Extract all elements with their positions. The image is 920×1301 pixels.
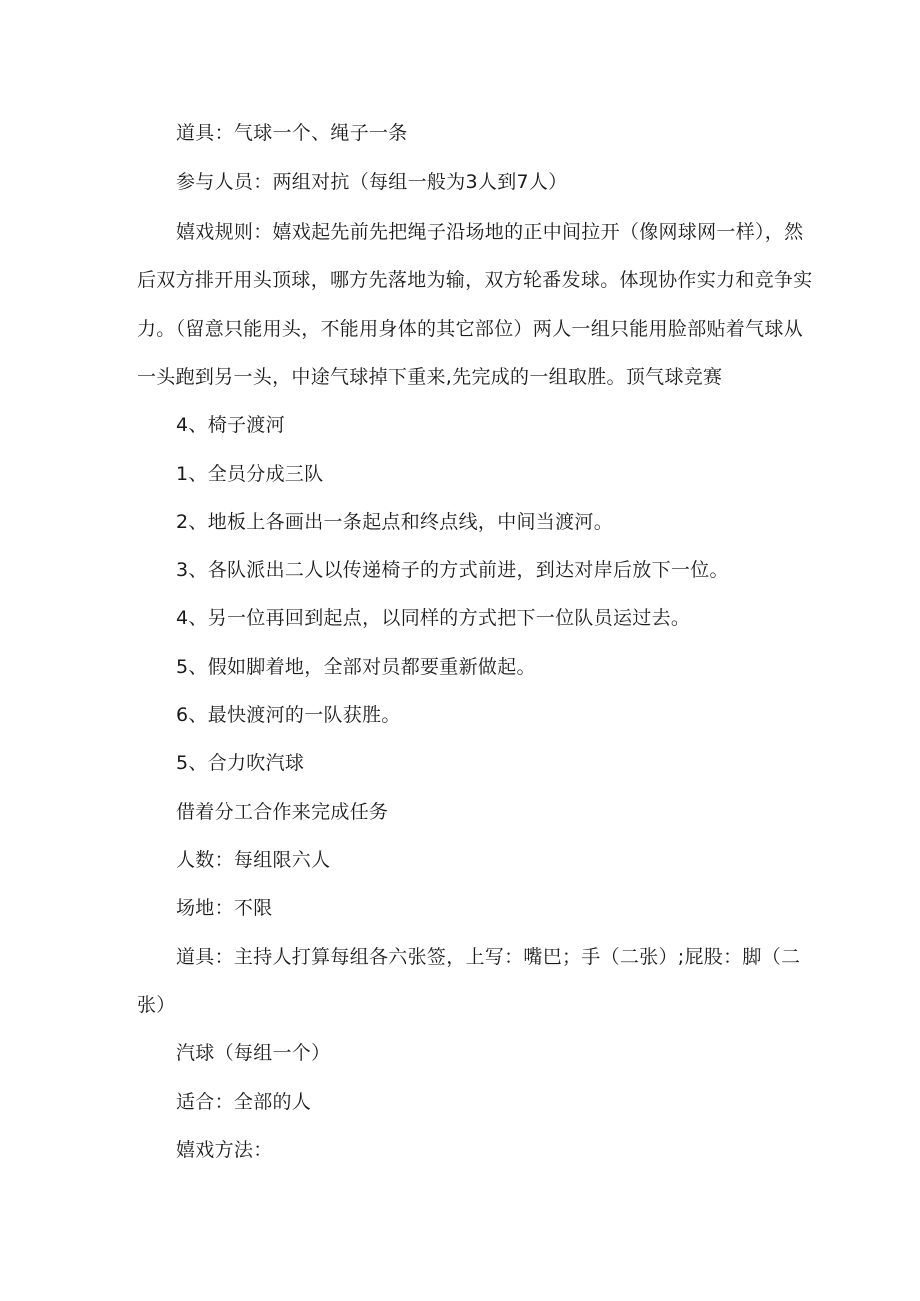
rules-line-3: 力。（留意只能用头，不能用身体的其它部位）两人一组只能用脸部贴着气球从 [137,318,804,340]
step-5: 5、假如脚着地，全部对员都要重新做起。 [176,656,536,678]
step-3: 3、各队派出二人以传递椅子的方式前进，到达对岸后放下一位。 [176,559,729,581]
step-1: 1、全员分成三队 [176,463,324,485]
rules-line-4: 一头跑到另一头，中途气球掉下重来,先完成的一组取胜。顶气球竞赛 [137,366,723,388]
section-heading-chair-crossing: 4、椅子渡河 [176,414,285,436]
people-count-line: 人数：每组限六人 [176,849,331,871]
props-line: 道具：气球一个、绳子一条 [176,122,408,144]
step-6: 6、最快渡河的一队获胜。 [176,704,401,726]
venue-line: 场地：不限 [176,897,273,919]
method-line: 嬉戏方法： [176,1139,273,1161]
props-line-2-continued: 张） [137,994,176,1016]
props-line-2: 道具：主持人打算每组各六张签，上写：嘴巴；手（二张）;屁股：脚（二 [176,946,801,968]
step-2: 2、地板上各画出一条起点和终点线，中间当渡河。 [176,511,613,533]
suitable-line: 适合：全部的人 [176,1091,312,1113]
section-heading-balloon-blowing: 5、合力吹汽球 [176,752,305,774]
rules-line-2: 后双方排开用头顶球，哪方先落地为输，双方轮番发球。体现协作实力和竞争实 [137,269,813,291]
step-4: 4、另一位再回到起点，以同样的方式把下一位队员运过去。 [176,607,691,629]
balloon-line: 汽球（每组一个） [176,1042,331,1064]
purpose-line: 借着分工合作来完成任务 [176,801,389,823]
rules-line-1: 嬉戏规则：嬉戏起先前先把绳子沿场地的正中间拉开（像网球网一样），然 [176,221,804,243]
participants-line: 参与人员：两组对抗（每组一般为3人到7人） [176,171,568,193]
